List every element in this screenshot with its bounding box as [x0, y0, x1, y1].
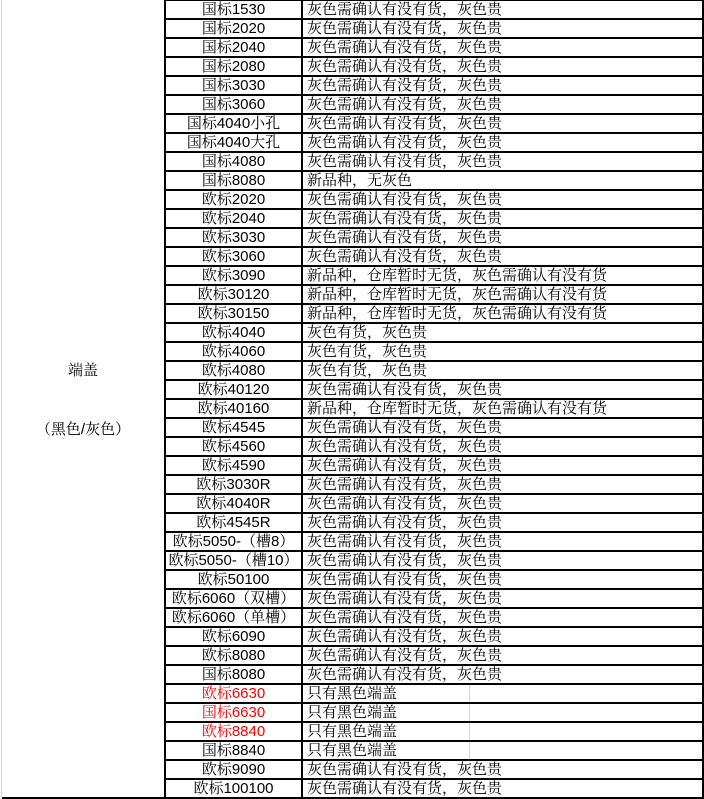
- note-cell[interactable]: 灰色需确认有没有货，灰色贵: [303, 39, 704, 56]
- table-row: [164, 343, 704, 362]
- table-row: [164, 305, 704, 324]
- table-row: [164, 685, 704, 704]
- table-row: [164, 286, 704, 305]
- product-cell[interactable]: 欧标4545: [164, 419, 303, 436]
- note-cell[interactable]: 灰色需确认有没有货，灰色贵: [303, 115, 704, 132]
- table-row: [164, 628, 704, 647]
- table-row: [164, 495, 704, 514]
- product-cell[interactable]: 国标3060: [164, 96, 303, 113]
- product-cell[interactable]: 欧标2020: [164, 191, 303, 208]
- product-cell[interactable]: 欧标9090: [164, 761, 303, 778]
- note-cell[interactable]: 灰色需确认有没有货，灰色贵: [303, 229, 704, 246]
- category-cell[interactable]: [2, 0, 164, 799]
- note-cell[interactable]: 灰色需确认有没有货，灰色贵: [303, 514, 704, 531]
- table-row: [164, 248, 704, 267]
- product-cell[interactable]: 欧标6060（单槽）: [164, 609, 303, 626]
- table-row: [164, 780, 704, 799]
- table-row: [164, 476, 704, 495]
- product-cell[interactable]: 欧标5050-（槽10）: [164, 552, 303, 569]
- column-gridline: [469, 723, 470, 740]
- product-table: [164, 0, 704, 799]
- product-cell[interactable]: 国标4040小孔: [164, 115, 303, 132]
- note-cell[interactable]: 灰色需确认有没有货，灰色贵: [303, 191, 704, 208]
- product-cell[interactable]: 国标3030: [164, 77, 303, 94]
- table-row: [164, 609, 704, 628]
- note-cell[interactable]: 只有黑色端盖: [303, 685, 704, 702]
- note-cell[interactable]: 灰色需确认有没有货，灰色贵: [303, 96, 704, 113]
- note-cell[interactable]: 新品种，仓库暂时无货，灰色需确认有没有货: [303, 267, 704, 284]
- table-row: [164, 400, 704, 419]
- note-cell[interactable]: 灰色需确认有没有货，灰色贵: [303, 248, 704, 265]
- product-cell[interactable]: 国标4080: [164, 153, 303, 170]
- product-cell[interactable]: 欧标4590: [164, 457, 303, 474]
- column-gridline: [469, 704, 470, 721]
- table-row: [164, 362, 704, 381]
- table-row: [164, 134, 704, 153]
- product-cell[interactable]: 国标2040: [164, 39, 303, 56]
- column-gridline: [469, 685, 470, 702]
- note-cell[interactable]: 灰色需确认有没有货，灰色贵: [303, 438, 704, 455]
- product-cell[interactable]: 欧标4080: [164, 362, 303, 379]
- column-gridline: [469, 742, 470, 759]
- note-cell[interactable]: 灰色需确认有没有货，灰色贵: [303, 571, 704, 588]
- table-row: [164, 742, 704, 761]
- note-cell[interactable]: 灰色需确认有没有货，灰色贵: [303, 780, 704, 797]
- note-cell[interactable]: 灰色需确认有没有货，灰色贵: [303, 134, 704, 151]
- table-row: [164, 1, 704, 20]
- note-cell[interactable]: 灰色有货，灰色贵: [303, 324, 704, 341]
- table-row: [164, 77, 704, 96]
- note-cell[interactable]: 灰色有货，灰色贵: [303, 362, 704, 379]
- table-row: [164, 590, 704, 609]
- note-cell[interactable]: 灰色需确认有没有货，灰色贵: [303, 628, 704, 645]
- note-cell[interactable]: 灰色需确认有没有货，灰色贵: [303, 647, 704, 664]
- table-row: [164, 96, 704, 115]
- table-row: [164, 39, 704, 58]
- product-cell[interactable]: 国标1530: [164, 1, 303, 18]
- note-cell[interactable]: 灰色需确认有没有货，灰色贵: [303, 666, 704, 683]
- table-row: [164, 153, 704, 172]
- table-row: [164, 571, 704, 590]
- product-cell[interactable]: 欧标3060: [164, 248, 303, 265]
- table-row: [164, 666, 704, 685]
- note-cell[interactable]: 灰色需确认有没有货，灰色贵: [303, 609, 704, 626]
- table-row: [164, 58, 704, 77]
- note-cell[interactable]: 灰色需确认有没有货，灰色贵: [303, 381, 704, 398]
- note-cell[interactable]: 只有黑色端盖: [303, 723, 704, 740]
- product-cell[interactable]: 国标4040大孔: [164, 134, 303, 151]
- product-cell[interactable]: 欧标6630: [164, 685, 303, 702]
- note-cell[interactable]: 灰色需确认有没有货，灰色贵: [303, 457, 704, 474]
- note-cell[interactable]: 灰色需确认有没有货，灰色贵: [303, 153, 704, 170]
- table-row: [164, 457, 704, 476]
- note-cell[interactable]: 灰色需确认有没有货，灰色贵: [303, 495, 704, 512]
- note-cell[interactable]: 新品种，仓库暂时无货，灰色需确认有没有货: [303, 305, 704, 322]
- product-cell[interactable]: 欧标4545R: [164, 514, 303, 531]
- note-cell[interactable]: 新品种，无灰色: [303, 172, 704, 189]
- category-title: 端盖: [67, 361, 98, 379]
- product-cell[interactable]: 欧标30120: [164, 286, 303, 303]
- note-cell[interactable]: 灰色需确认有没有货，灰色贵: [303, 58, 704, 75]
- table-row: [164, 172, 704, 191]
- table-row: [164, 514, 704, 533]
- note-cell[interactable]: 灰色需确认有没有货，灰色贵: [303, 419, 704, 436]
- product-cell[interactable]: 国标8840: [164, 742, 303, 759]
- product-cell[interactable]: 国标8080: [164, 172, 303, 189]
- table-row: [164, 419, 704, 438]
- product-cell[interactable]: 欧标8080: [164, 647, 303, 664]
- table-row: [164, 381, 704, 400]
- table-row: [164, 267, 704, 286]
- product-cell[interactable]: 欧标3030R: [164, 476, 303, 493]
- product-cell[interactable]: 欧标2040: [164, 210, 303, 227]
- table-row: [164, 20, 704, 39]
- table-row: [164, 191, 704, 210]
- note-cell[interactable]: 灰色需确认有没有货，灰色贵: [303, 1, 704, 18]
- note-cell[interactable]: 新品种，仓库暂时无货，灰色需确认有没有货: [303, 286, 704, 303]
- product-cell[interactable]: 欧标3030: [164, 229, 303, 246]
- product-cell[interactable]: 国标8080: [164, 666, 303, 683]
- product-cell[interactable]: 欧标4040: [164, 324, 303, 341]
- note-cell[interactable]: 新品种，仓库暂时无货，灰色需确认有没有货: [303, 400, 704, 417]
- product-cell[interactable]: 欧标6060（双槽）: [164, 590, 303, 607]
- note-cell[interactable]: 只有黑色端盖: [303, 704, 704, 721]
- product-cell[interactable]: 欧标40120: [164, 381, 303, 398]
- table-row: [164, 552, 704, 571]
- table-row: [164, 647, 704, 666]
- product-cell[interactable]: 欧标6090: [164, 628, 303, 645]
- product-cell[interactable]: 国标2020: [164, 20, 303, 37]
- product-cell[interactable]: 欧标40160: [164, 400, 303, 417]
- table-row: [164, 761, 704, 780]
- note-cell[interactable]: 灰色需确认有没有货，灰色贵: [303, 552, 704, 569]
- product-cell[interactable]: 欧标30150: [164, 305, 303, 322]
- note-cell[interactable]: 灰色需确认有没有货，灰色贵: [303, 476, 704, 493]
- product-cell[interactable]: 欧标5050-（槽8）: [164, 533, 303, 550]
- table-row: [164, 438, 704, 457]
- note-cell[interactable]: 灰色需确认有没有货，灰色贵: [303, 761, 704, 778]
- product-cell[interactable]: 国标2080: [164, 58, 303, 75]
- table-row: [164, 723, 704, 742]
- table-row: [164, 210, 704, 229]
- note-cell[interactable]: 灰色需确认有没有货，灰色贵: [303, 533, 704, 550]
- product-cell[interactable]: 欧标4060: [164, 343, 303, 360]
- category-subtitle: （黑色/灰色）: [35, 420, 131, 438]
- table-row: [164, 533, 704, 552]
- table-row: [164, 229, 704, 248]
- note-cell[interactable]: 灰色需确认有没有货，灰色贵: [303, 77, 704, 94]
- product-cell[interactable]: 欧标50100: [164, 571, 303, 588]
- table-row: [164, 115, 704, 134]
- product-cell[interactable]: 欧标3090: [164, 267, 303, 284]
- product-cell[interactable]: 国标6630: [164, 704, 303, 721]
- product-cell[interactable]: 欧标4040R: [164, 495, 303, 512]
- note-cell[interactable]: 只有黑色端盖: [303, 742, 704, 759]
- note-cell[interactable]: 灰色需确认有没有货，灰色贵: [303, 210, 704, 227]
- product-cell[interactable]: 欧标8840: [164, 723, 303, 740]
- table-row: [164, 704, 704, 723]
- note-cell[interactable]: 灰色需确认有没有货，灰色贵: [303, 20, 704, 37]
- note-cell[interactable]: 灰色需确认有没有货，灰色贵: [303, 590, 704, 607]
- product-cell[interactable]: 欧标100100: [164, 780, 303, 797]
- product-cell[interactable]: 欧标4560: [164, 438, 303, 455]
- note-cell[interactable]: 灰色有货，灰色贵: [303, 343, 704, 360]
- table-row: [164, 324, 704, 343]
